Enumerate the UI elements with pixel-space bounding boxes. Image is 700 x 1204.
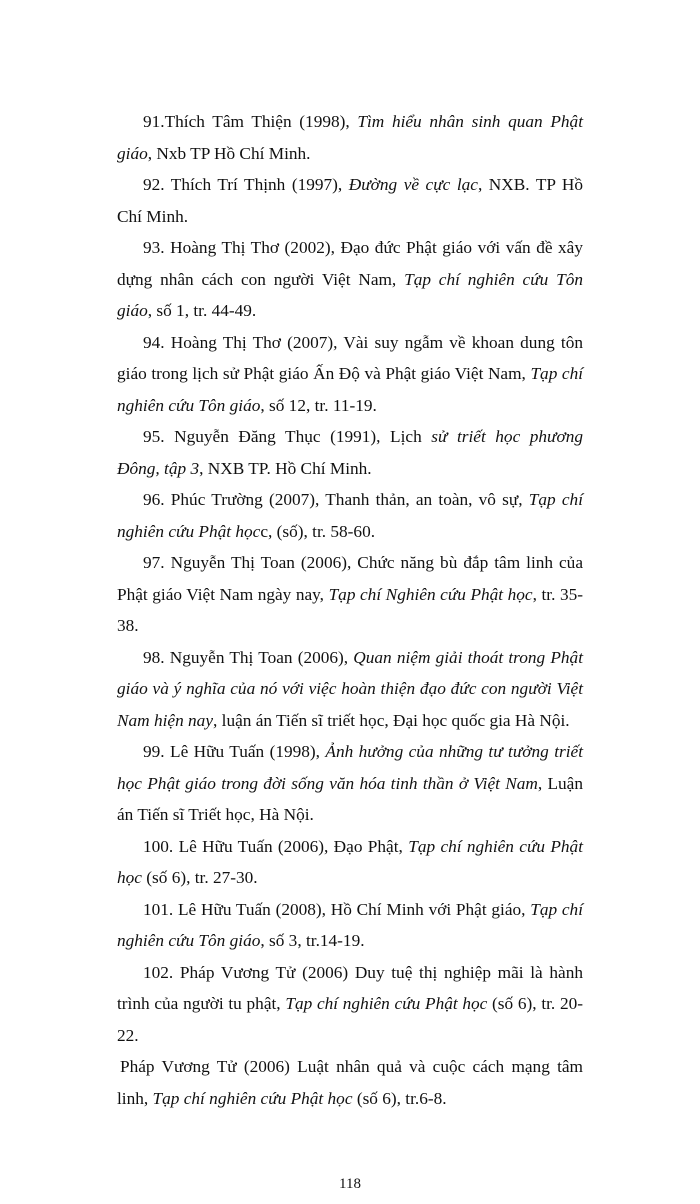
reference-entry	[117, 421, 583, 484]
reference-text: , Nxb TP Hồ Chí Minh.	[147, 143, 311, 163]
reference-entry	[117, 642, 583, 737]
reference-entry	[117, 736, 583, 831]
reference-title-italic: Tạp chí nghiên cứu Tôn giáo	[117, 364, 584, 415]
reference-text: 98. Nguyễn Thị Toan (2006),	[143, 647, 354, 667]
reference-text: Pháp Vương Tử (2006) Luật nhân quả và cuộc cách mạng tâm linh,	[117, 1057, 583, 1108]
reference-text: 94. Hoàng Thị Thơ (2007), Vài suy ngẫm về khoan dung tôn giáo trong lịch sử Phật giáo Ấn Độ và Phật giáo Việt Nam,	[117, 332, 583, 383]
reference-entry	[117, 484, 583, 547]
reference-text: 100. Lê Hữu Tuấn (2006), Đạo Phật,	[143, 836, 409, 856]
reference-text: , Luận án Tiến sĩ Triết học, Hà Nội.	[117, 773, 583, 824]
reference-text: c, (số), tr. 58-60.	[260, 521, 376, 541]
reference-list	[117, 106, 583, 1114]
reference-entry	[117, 169, 583, 232]
reference-text: , luận án Tiến sĩ triết học, Đại học quốc gia Hà Nội.	[213, 710, 570, 730]
reference-text: , số 1, tr. 44-49.	[147, 301, 257, 320]
reference-text: 91.Thích Tâm Thiện (1998),	[143, 112, 358, 131]
reference-text: , tr. 35-38.	[117, 584, 584, 635]
reference-title-italic: Ảnh hưởng của những tư tưởng triết học Phật giáo trong đời sống văn hóa tinh thần ở Việt Nam	[117, 742, 583, 793]
reference-text: 102. Pháp Vương Tử (2006) Duy tuệ thị nghiệp mãi là hành trình của người tu phật,	[117, 962, 583, 1013]
reference-text: 92. Thích Trí Thịnh (1997),	[143, 175, 349, 194]
reference-title-italic: sử triết học phương Đông, tập 3	[117, 427, 583, 478]
reference-text: (số 6), tr.6-8.	[352, 1088, 447, 1108]
reference-entry	[117, 957, 583, 1052]
reference-text: 99. Lê Hữu Tuấn (1998),	[143, 742, 326, 761]
reference-entry	[117, 894, 583, 957]
reference-title-italic: Tạp chí nghiên cứu Tôn giáo	[117, 899, 584, 950]
reference-title-italic: Tìm hiểu nhân sinh quan Phật giáo	[117, 112, 583, 163]
reference-title-italic: Tạp chí nghiên cứu Phật học	[117, 490, 583, 541]
reference-title-italic: Tạp chí nghiên cứu Phật học	[152, 1088, 353, 1108]
reference-text: , NXB. TP Hồ Chí Minh.	[117, 175, 583, 226]
reference-text: 96. Phúc Trường (2007), Thanh thản, an toàn, vô sự,	[143, 490, 529, 509]
reference-title-italic: Quan niệm giải thoát trong Phật giáo và ý nghĩa của nó với việc hoàn thiện đạo đức con người Việt Nam hiện nay	[117, 647, 583, 730]
reference-text: 95. Nguyễn Đăng Thục (1991), Lịch	[143, 427, 432, 446]
reference-title-italic: Tạp chí nghiên cứu Tôn giáo	[117, 269, 583, 320]
reference-text: , số 12, tr. 11-19.	[260, 395, 377, 415]
reference-entry	[117, 106, 583, 169]
reference-text: 93. Hoàng Thị Thơ (2002), Đạo đức Phật giáo với vấn đề xây dựng nhân cách con người Việt Nam,	[117, 238, 583, 289]
reference-title-italic: Tạp chí Nghiên cứu Phật học	[328, 584, 533, 604]
reference-text: (số 6), tr. 27-30.	[141, 868, 258, 887]
reference-text: , số 3, tr.14-19.	[260, 931, 365, 950]
reference-entry	[117, 547, 583, 642]
reference-title-italic: Tạp chí nghiên cứu Phật học	[117, 836, 583, 887]
reference-entry	[117, 1051, 583, 1114]
reference-title-italic: Tạp chí nghiên cứu Phật học	[285, 994, 488, 1013]
reference-entry	[117, 327, 583, 422]
reference-text: 97. Nguyễn Thị Toan (2006), Chức năng bù đắp tâm linh của Phật giáo Việt Nam ngày nay,	[117, 553, 583, 604]
reference-text: (số 6), tr. 20-22.	[117, 994, 584, 1045]
reference-title-italic: Đường về cực lạc	[348, 175, 478, 194]
reference-entry	[117, 232, 583, 327]
reference-text: , NXB TP. Hồ Chí Minh.	[199, 458, 372, 478]
page-number: 118	[339, 1176, 361, 1192]
reference-text: 101. Lê Hữu Tuấn (2008), Hồ Chí Minh với Phật giáo,	[143, 899, 531, 919]
reference-entry	[117, 831, 583, 894]
